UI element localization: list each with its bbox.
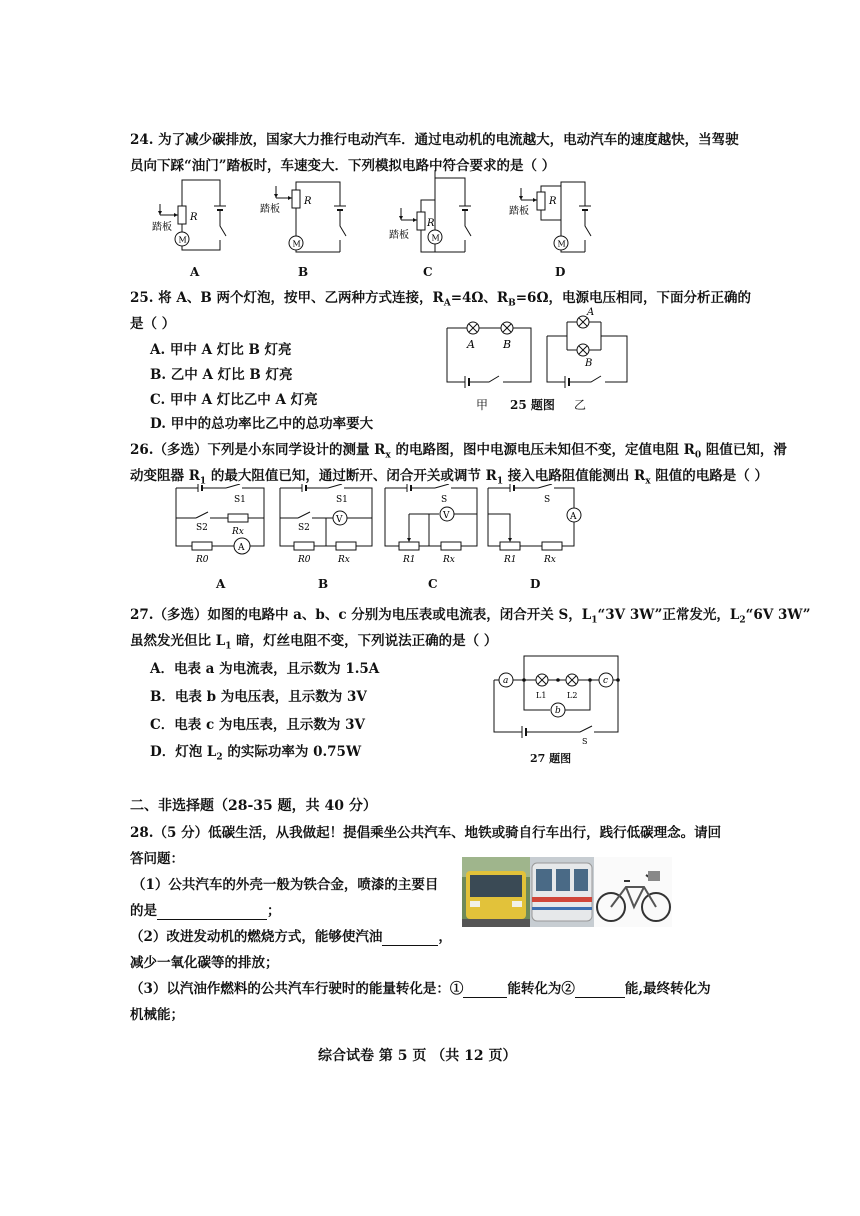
q24-b-m: M: [292, 239, 301, 249]
q26-d-rx: Rx: [544, 555, 556, 565]
q28-part2c: 减少一氧化碳等的排放；: [130, 955, 279, 971]
q26-b-r0: R0: [298, 555, 311, 565]
q25-line2: 是（ ）: [130, 316, 176, 332]
q26-d-r1: R1: [504, 555, 517, 565]
q27-line1: 27.（多选）如图的电路中 a、b、c 分别为电压表或电流表，闭合开关 S，$L_1“3V$ 3W”正常发光，$L_2“6V$ 3W”: [130, 607, 811, 626]
q28-line1: 28.（5 分）低碳生活，从我做起！提倡乘坐公共汽车、地铁或骑自行车出行，践行低碳理念。请回: [130, 825, 722, 841]
q24-label-c: C: [423, 265, 433, 279]
q26-c-rx: Rx: [443, 555, 455, 565]
q28-part1b: 的是 ；: [130, 903, 281, 919]
q26-line1: 26.（多选）下列是小东同学设计的测量 $R_x$ 的电路图，图中电源电压未知但不变，定值电阻 $R_0$ 阻值已知，滑: [130, 442, 787, 461]
q26-d-amm: A: [570, 512, 577, 522]
q24-label-a: A: [190, 265, 200, 279]
q26-circuit-c: [381, 484, 481, 572]
q24-circuit-c: [385, 168, 480, 258]
q25-label-yi: 乙: [574, 398, 587, 412]
q24-d-m: M: [557, 239, 566, 249]
q26-circuit-a: [172, 484, 268, 572]
q26-circuit-d: [484, 484, 584, 572]
q27-l1: L1: [536, 691, 547, 700]
q26-circuit-b: [276, 484, 376, 572]
q26-a-s1: S1: [234, 495, 246, 505]
q25-jia-a: A: [467, 338, 475, 351]
q26-label-a: A: [216, 577, 226, 591]
q24-a-r: R: [190, 212, 198, 223]
q25-jia-b: B: [503, 338, 512, 351]
q27-choice-d: D．灯泡 $L_2$ 的实际功率为 0.75W: [150, 744, 362, 763]
q25-label-jia: 甲: [476, 398, 489, 412]
q25-choice-d: D. 甲中的总功率比乙中的总功率要大: [150, 416, 374, 432]
q28-part1a: （1）公共汽车的外壳一般为铁合金，喷漆的主要目: [132, 877, 439, 893]
q26-a-rx: Rx: [232, 527, 244, 537]
q24-circuit-d: [505, 180, 600, 260]
q27-choice-c: C．电表 c 为电压表，且示数为 3V: [150, 717, 365, 733]
q26-a-r0: R0: [196, 555, 209, 565]
page-footer: 综合试卷 第 5 页 （共 12 页）: [318, 1048, 517, 1064]
bus-photo: [462, 857, 530, 927]
q24-line1: 24. 为了减少碳排放，国家大力推行电动汽车．通过电动机的电流越大，电动汽车的速度越快，当驾驶: [130, 132, 739, 148]
q28-part2a: （2）改进发动机的燃烧方式，能够使汽油 ，: [130, 929, 452, 945]
subway-photo: [530, 857, 594, 927]
q24-c-pedal: 踏板: [389, 230, 409, 241]
q28-part3: （3）以汽油作燃料的公共汽车行驶时的能量转化是：① 能转化为② 能,最终转化为: [130, 981, 711, 997]
q24-a-m: M: [178, 235, 187, 245]
section2-heading: 二、非选择题（28-35 题，共 40 分）: [130, 798, 377, 814]
q24-circuit-a: [150, 178, 240, 258]
q24-b-pedal: 踏板: [260, 204, 280, 215]
q25-line1: 25. 将 A、B 两个灯泡，按甲、乙两种方式连接，$R_A=4\Omega$、$R_B=6\Omega$，电源电压相同，下面分析正确的: [130, 290, 751, 309]
q27-meter-a: a: [503, 676, 509, 686]
q27-choice-b: B．电表 b 为电压表，且示数为 3V: [150, 689, 367, 705]
q26-d-s: S: [544, 495, 551, 505]
q27-line2: 虽然发光但比 $L_1$ 暗，灯丝电阻不变，下列说法正确的是（ ）: [130, 633, 498, 652]
q28-line2: 答问题：: [130, 851, 184, 867]
q26-label-b: B: [318, 577, 329, 591]
q24-circuit-b: [260, 180, 355, 260]
q25-fig-label: 25 题图: [510, 398, 555, 412]
q25-choice-b: B. 乙中 A 灯比 B 灯亮: [150, 367, 293, 383]
q24-a-pedal: 踏板: [152, 222, 172, 233]
q26-label-d: D: [530, 577, 541, 591]
q27-l2: L2: [567, 691, 578, 700]
q24-label-d: D: [555, 265, 566, 279]
q26-b-rx: Rx: [338, 555, 350, 565]
q26-label-c: C: [428, 577, 438, 591]
q26-line2: 动变阻器 $R_1$ 的最大阻值已知，通过断开、闭合开关或调节 $R_1$ 接入电路阻值能测出 $R_x$ 阻值的电路是（ ）: [130, 468, 768, 487]
q24-line2: 员向下踩“油门”踏板时，车速变大．下列模拟电路中符合要求的是（ ）: [130, 158, 556, 174]
q26-a-s2: S2: [196, 523, 208, 533]
q28-blank2[interactable]: [382, 929, 438, 946]
q26-c-s: S: [441, 495, 448, 505]
q26-a-amm: A: [238, 543, 245, 553]
q25-choice-c: C. 甲中 A 灯比乙中 A 灯亮: [150, 392, 318, 408]
q27-choice-a: A．电表 a 为电流表，且示数为 1.5A: [150, 661, 380, 677]
q24-d-pedal: 踏板: [509, 206, 529, 217]
q24-b-r: R: [304, 196, 312, 207]
q28-blank1[interactable]: [157, 903, 267, 920]
q24-d-r: R: [549, 196, 557, 207]
q25-circuit-jia: [445, 318, 535, 390]
q26-b-s2: S2: [298, 523, 310, 533]
q25-circuit-yi: [545, 306, 635, 390]
q24-c-r: R: [427, 218, 435, 229]
q26-b-volt: V: [336, 515, 343, 525]
q24-label-b: B: [298, 265, 309, 279]
q25-yi-b: B: [585, 358, 593, 369]
q24-c-m: M: [431, 233, 440, 243]
bicycle-photo: [594, 857, 672, 927]
q25-choice-a: A. 甲中 A 灯比 B 灯亮: [150, 342, 292, 358]
q28-part3d: 机械能；: [130, 1007, 184, 1023]
q26-c-volt: V: [443, 511, 450, 521]
q28-blank3[interactable]: [463, 981, 507, 998]
q26-b-s1: S1: [336, 495, 348, 505]
q25-yi-a: A: [587, 307, 595, 318]
q27-meter-c: c: [603, 676, 609, 686]
q27-switch: S: [582, 737, 588, 746]
q27-meter-b: b: [555, 706, 561, 716]
q26-c-r1: R1: [403, 555, 416, 565]
q27-fig-label: 27 题图: [530, 752, 572, 765]
q27-circuit: [490, 654, 625, 746]
q28-blank4[interactable]: [575, 981, 625, 998]
